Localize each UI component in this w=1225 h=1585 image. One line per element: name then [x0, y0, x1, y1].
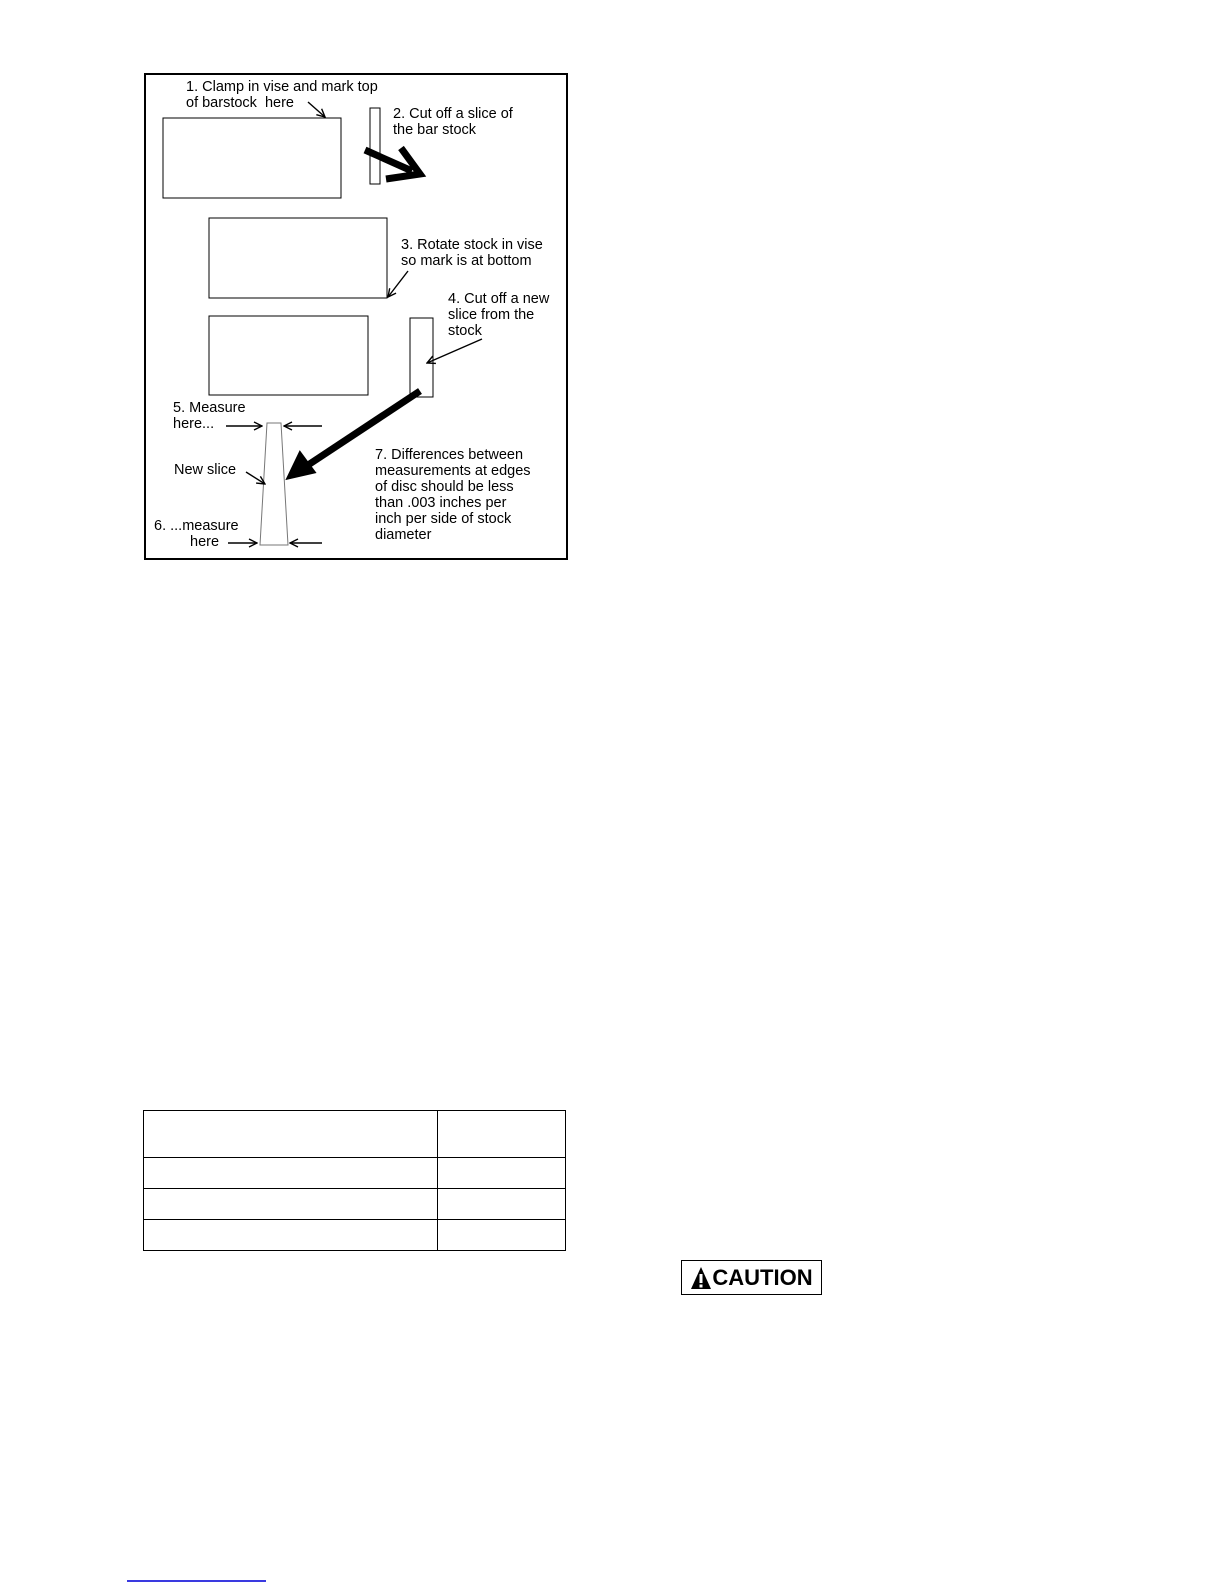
table-row — [144, 1158, 566, 1189]
new-slice-label: New slice — [174, 462, 237, 478]
slice-rect-1 — [370, 108, 380, 184]
table-cell — [144, 1111, 438, 1158]
step2-label: 2. Cut off a slice of the bar stock — [393, 106, 513, 138]
table-cell — [438, 1220, 566, 1251]
step3-label: 3. Rotate stock in vise so mark is at bottom — [401, 237, 543, 269]
spec-table — [143, 1110, 566, 1251]
table-cell — [438, 1111, 566, 1158]
table-cell — [144, 1189, 438, 1220]
footnote-separator — [127, 1580, 266, 1582]
table-cell — [144, 1220, 438, 1251]
step7-label: 7. Differences between measurements at edges of disc should be less than .003 inches per inch per side of stock diameter — [375, 447, 531, 543]
slice-rect-2 — [410, 318, 433, 397]
caution-label — [681, 1260, 822, 1295]
warning-triangle-icon — [690, 1266, 712, 1290]
table-cell — [438, 1189, 566, 1220]
step6-label-b: here — [190, 534, 220, 550]
caution-text: CAUTION — [712, 1264, 813, 1290]
table-row — [144, 1220, 566, 1251]
table-cell — [144, 1158, 438, 1189]
table-row — [144, 1111, 566, 1158]
barstock-rect-1 — [163, 118, 341, 198]
barstock-rect-3 — [209, 316, 368, 395]
step4-label: 4. Cut off a new slice from the stock — [448, 291, 550, 339]
step6-label-a: 6. ...measure — [154, 518, 239, 534]
step1-label: 1. Clamp in vise and mark top of barstock here — [186, 79, 378, 111]
long-bold-arrow-head — [288, 453, 314, 478]
step4-arrow — [427, 339, 482, 363]
step3-arrow — [388, 271, 408, 297]
step5-label: 5. Measure here... — [173, 400, 246, 432]
table-row — [144, 1189, 566, 1220]
new-slice-arrow — [246, 472, 265, 484]
barstock-rect-2 — [209, 218, 387, 298]
table-cell — [438, 1158, 566, 1189]
